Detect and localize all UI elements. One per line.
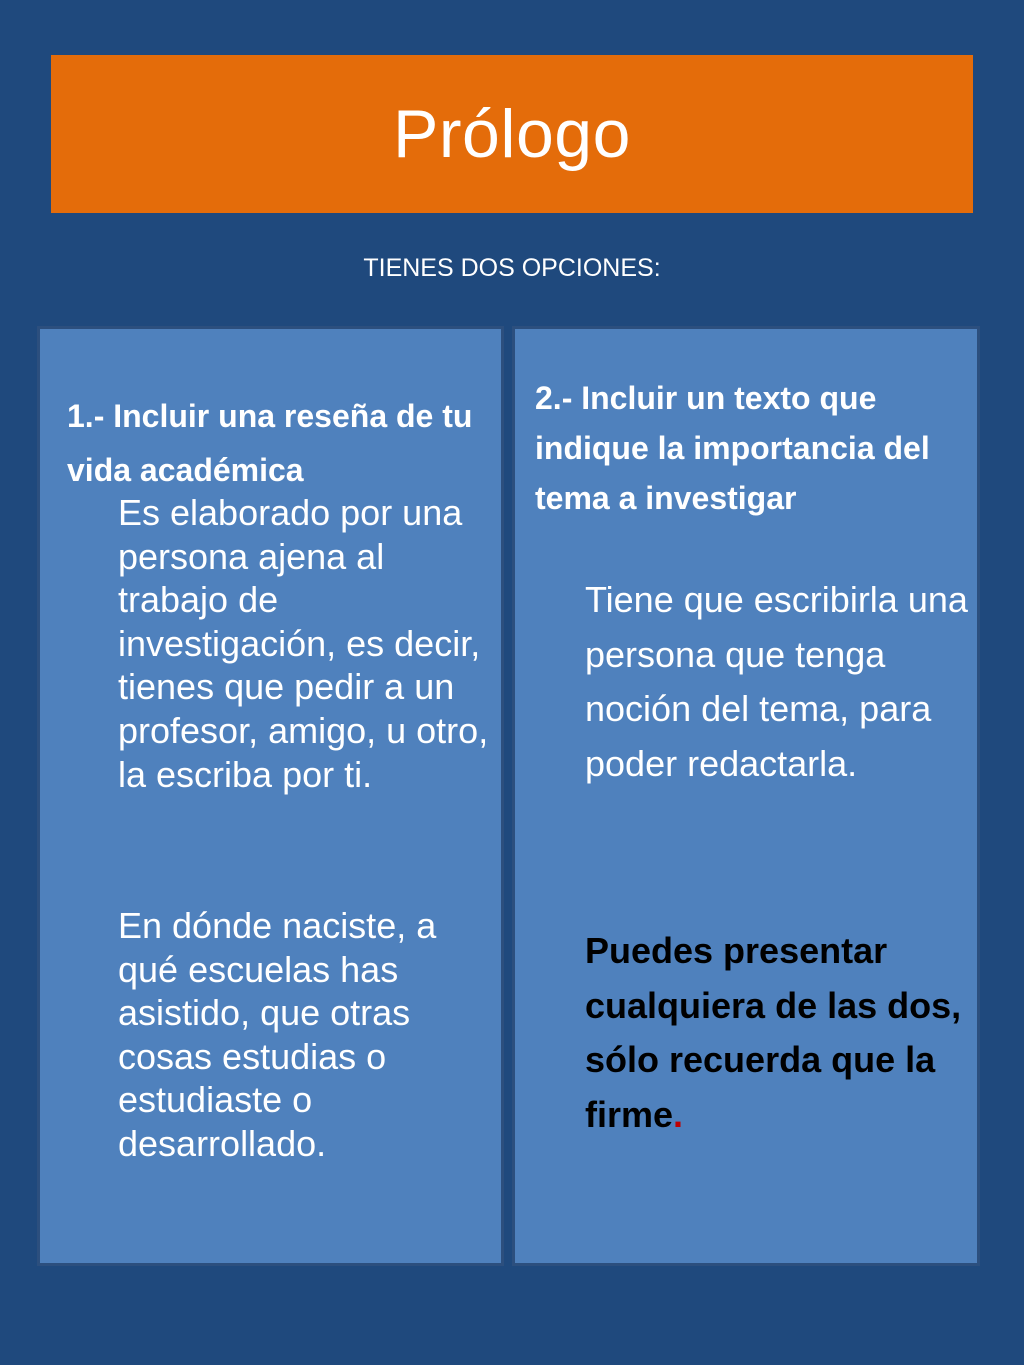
option-one-description: Es elaborado por una persona ajena al trabajo de investigación, es decir, tienes que pedir a un profesor, amigo, u otro, la escriba por ti. [118, 492, 489, 795]
slide-subtitle: TIENES DOS OPCIONES: [363, 254, 661, 282]
option-two-heading: 2.- Incluir un texto que indique la importancia del tema a investigar [535, 380, 930, 516]
option-two-note [585, 924, 970, 1142]
option-two-description: Tiene que escribirla una persona que tenga noción del tema, para poder redactarla. [585, 579, 968, 784]
option-one-panel [37, 326, 504, 1266]
title-banner [51, 55, 973, 213]
option-one-details: En dónde naciste, a qué escuelas has asistido, que otras cosas estudias o estudiaste o desarrollado. [118, 905, 437, 1164]
option-one-heading: 1.- Incluir una reseña de tu vida académica [67, 398, 473, 488]
slide-title: Prólogo [393, 96, 631, 172]
option-two-panel [512, 326, 980, 1266]
note-period: . [673, 1093, 684, 1135]
option-two-note-text: Puedes presentar cualquiera de las dos, sólo recuerda que la firme [585, 930, 962, 1135]
